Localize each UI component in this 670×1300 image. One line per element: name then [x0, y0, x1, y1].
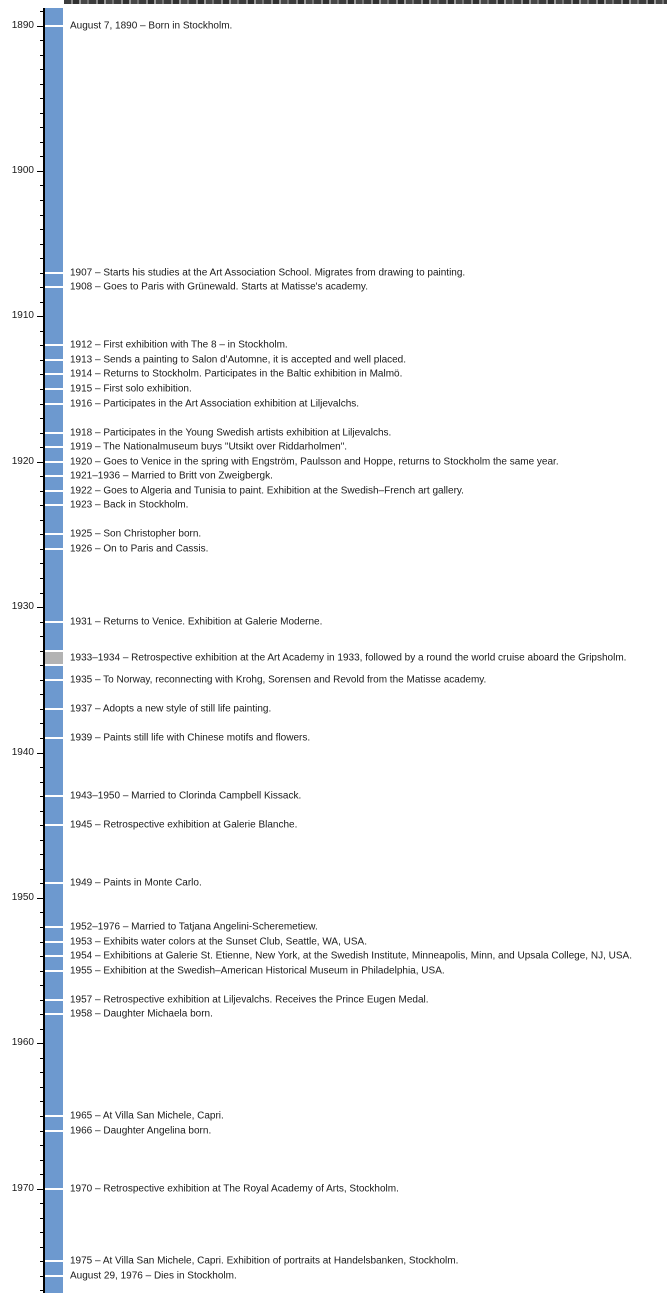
axis-tick-minor: [40, 534, 44, 535]
axis-tick-minor: [40, 244, 44, 245]
event-label: 1957 – Retrospective exhibition at Liljevalchs. Receives the Prince Eugen Medal.: [70, 994, 429, 1006]
axis-tick-minor: [40, 215, 44, 216]
axis-year-label: 1920: [11, 455, 34, 467]
axis-tick-minor: [40, 287, 44, 288]
event-mark: [45, 548, 63, 550]
event-label: 1908 – Goes to Paris with Grünewald. Starts at Matisse's academy.: [70, 281, 368, 293]
event-label: 1945 – Retrospective exhibition at Galerie Blanche.: [70, 819, 298, 831]
axis-year-label: 1890: [11, 19, 34, 31]
axis-tick-minor: [40, 680, 44, 681]
axis-tick-minor: [40, 185, 44, 186]
event-mark: [45, 490, 63, 492]
axis-tick-minor: [40, 1145, 44, 1146]
axis-tick-minor: [40, 665, 44, 666]
event-label: 1920 – Goes to Venice in the spring with Engström, Paulsson and Hoppe, returns to Stockholm the same year.: [70, 456, 559, 468]
axis-tick-minor: [40, 433, 44, 434]
axis-tick-minor: [40, 98, 44, 99]
axis-tick-major: [37, 1043, 44, 1044]
event-mark: [45, 344, 63, 346]
axis-tick-major: [37, 607, 44, 608]
axis-tick-minor: [40, 55, 44, 56]
event-mark: [45, 461, 63, 463]
event-label: 1975 – At Villa San Michele, Capri. Exhibition of portraits at Handelsbanken, Stockholm.: [70, 1255, 459, 1267]
event-label: August 29, 1976 – Dies in Stockholm.: [70, 1270, 237, 1282]
event-mark: [45, 286, 63, 288]
event-label: 1935 – To Norway, reconnecting with Krohg, Sorensen and Revold from the Matisse academy.: [70, 674, 487, 686]
event-label: 1919 – The Nationalmuseum buys "Utsikt over Riddarholmen".: [70, 441, 348, 453]
axis-tick-minor: [40, 1131, 44, 1132]
axis-tick-minor: [40, 1174, 44, 1175]
event-mark: [45, 941, 63, 943]
axis-tick-minor: [40, 622, 44, 623]
event-label: 1923 – Back in Stockholm.: [70, 499, 189, 511]
axis-tick-major: [37, 462, 44, 463]
clipped-top-text-strip: [64, 0, 667, 4]
axis-tick-minor: [40, 636, 44, 637]
axis-tick-minor: [40, 651, 44, 652]
axis-tick-minor: [40, 1029, 44, 1030]
event-mark: [45, 475, 63, 477]
event-label: 1914 – Returns to Stockholm. Participates in the Baltic exhibition in Malmö.: [70, 368, 403, 380]
event-label: 1915 – First solo exhibition.: [70, 383, 192, 395]
event-label: 1926 – On to Paris and Cassis.: [70, 543, 209, 555]
event-mark: [45, 388, 63, 390]
event-mark: [45, 679, 63, 681]
axis-tick-minor: [40, 840, 44, 841]
event-mark: [45, 403, 63, 405]
axis-tick-minor: [40, 491, 44, 492]
event-mark: [45, 1260, 63, 1262]
axis-tick-minor: [40, 1101, 44, 1102]
axis-tick-minor: [40, 578, 44, 579]
axis-year-label: 1970: [11, 1182, 34, 1194]
axis-tick-minor: [40, 738, 44, 739]
axis-tick-minor: [40, 200, 44, 201]
event-label: 1937 – Adopts a new style of still life painting.: [70, 703, 272, 715]
axis-tick-minor: [40, 825, 44, 826]
event-mark: [45, 1115, 63, 1117]
axis-tick-minor: [40, 563, 44, 564]
axis-tick-minor: [40, 1261, 44, 1262]
event-label: 1965 – At Villa San Michele, Capri.: [70, 1110, 224, 1122]
event-mark: [45, 708, 63, 710]
axis-tick-minor: [40, 549, 44, 550]
event-mark: [45, 970, 63, 972]
event-mark: [45, 1130, 63, 1132]
axis-tick-minor: [40, 69, 44, 70]
axis-tick-minor: [40, 723, 44, 724]
axis-tick-minor: [40, 418, 44, 419]
axis-year-label: 1930: [11, 601, 34, 613]
axis-tick-minor: [40, 796, 44, 797]
axis-tick-minor: [40, 404, 44, 405]
event-mark: [45, 926, 63, 928]
event-mark: [45, 955, 63, 957]
event-mark: [45, 446, 63, 448]
event-mark: [45, 621, 63, 623]
axis-tick-minor: [40, 956, 44, 957]
event-label: 1953 – Exhibits water colors at the Sunset Club, Seattle, WA, USA.: [70, 936, 367, 948]
axis-tick-minor: [40, 302, 44, 303]
axis-tick-minor: [40, 1160, 44, 1161]
event-label: 1952–1976 – Married to Tatjana Angelini-Scheremetiew.: [70, 921, 318, 933]
event-mark: [45, 25, 63, 27]
axis-tick-minor: [40, 476, 44, 477]
axis-tick-minor: [40, 1116, 44, 1117]
axis-tick-minor: [40, 1087, 44, 1088]
event-label: 1931 – Returns to Venice. Exhibition at Galerie Moderne.: [70, 616, 323, 628]
axis-tick-major: [37, 26, 44, 27]
axis-tick-minor: [40, 345, 44, 346]
axis-tick-minor: [40, 1058, 44, 1059]
axis-tick-minor: [40, 942, 44, 943]
axis-tick-minor: [40, 1203, 44, 1204]
axis-tick-minor: [40, 767, 44, 768]
axis-tick-minor: [40, 1000, 44, 1001]
axis-tick-minor: [40, 709, 44, 710]
timeline-interval-block: [45, 651, 63, 666]
axis-tick-minor: [40, 389, 44, 390]
event-mark: [45, 504, 63, 506]
event-mark: [45, 432, 63, 434]
event-label: 1966 – Daughter Angelina born.: [70, 1125, 212, 1137]
axis-tick-minor: [40, 694, 44, 695]
event-label: 1943–1950 – Married to Clorinda Campbell Kissack.: [70, 790, 302, 802]
axis-tick-minor: [40, 84, 44, 85]
axis-tick-minor: [40, 331, 44, 332]
event-mark: [45, 359, 63, 361]
axis-tick-minor: [40, 811, 44, 812]
axis-tick-major: [37, 316, 44, 317]
event-mark: [45, 533, 63, 535]
event-label: 1958 – Daughter Michaela born.: [70, 1008, 213, 1020]
event-mark: [45, 999, 63, 1001]
axis-year-label: 1900: [11, 164, 34, 176]
axis-tick-minor: [40, 869, 44, 870]
axis-tick-minor: [40, 1218, 44, 1219]
event-mark: [45, 1013, 63, 1015]
axis-tick-minor: [40, 971, 44, 972]
event-label: 1922 – Goes to Algeria and Tunisia to paint. Exhibition at the Swedish–French art gallery.: [70, 485, 464, 497]
axis-tick-minor: [40, 593, 44, 594]
event-label: August 7, 1890 – Born in Stockholm.: [70, 20, 233, 31]
axis-tick-minor: [40, 142, 44, 143]
event-mark: [45, 373, 63, 375]
axis-tick-minor: [40, 782, 44, 783]
event-label: 1916 – Participates in the Art Association exhibition at Liljevalchs.: [70, 398, 360, 410]
axis-tick-major: [37, 753, 44, 754]
axis-year-label: 1940: [11, 746, 34, 758]
event-label: 1939 – Paints still life with Chinese motifs and flowers.: [70, 732, 311, 744]
event-mark: [45, 824, 63, 826]
event-label: 1933–1934 – Retrospective exhibition at the Art Academy in 1933, followed by a round the world cruise aboard the Gripsholm.: [70, 652, 627, 664]
event-label: 1907 – Starts his studies at the Art Association School. Migrates from drawing to painting.: [70, 267, 466, 279]
axis-tick-major: [37, 171, 44, 172]
event-label: 1912 – First exhibition with The 8 – in Stockholm.: [70, 339, 288, 351]
event-mark: [45, 272, 63, 274]
event-label: 1949 – Paints in Monte Carlo.: [70, 877, 202, 889]
axis-tick-minor: [40, 11, 44, 12]
axis-tick-minor: [40, 447, 44, 448]
event-mark: [45, 664, 63, 666]
axis-tick-minor: [40, 1232, 44, 1233]
axis-tick-minor: [40, 374, 44, 375]
axis-year-label: 1960: [11, 1037, 34, 1049]
axis-tick-minor: [40, 505, 44, 506]
event-label: 1913 – Sends a painting to Salon d'Automne, it is accepted and well placed.: [70, 354, 407, 366]
axis-tick-minor: [40, 40, 44, 41]
axis-tick-minor: [40, 1276, 44, 1277]
event-label: 1954 – Exhibitions at Galerie St. Etienne, New York, at the Swedish Institute, Minneapolis, Minn, and Upsala College, NJ, USA.: [70, 950, 632, 962]
axis-tick-minor: [40, 127, 44, 128]
event-label: 1918 – Participates in the Young Swedish artists exhibition at Liljevalchs.: [70, 427, 392, 439]
event-label: 1955 – Exhibition at the Swedish–American Historical Museum in Philadelphia, USA.: [70, 965, 445, 977]
axis-tick-minor: [40, 360, 44, 361]
event-mark: [45, 650, 63, 652]
axis-tick-minor: [40, 883, 44, 884]
event-label: 1921–1936 – Married to Britt von Zweigbergk.: [70, 470, 273, 482]
event-mark: [45, 1188, 63, 1190]
axis-tick-minor: [40, 229, 44, 230]
axis-tick-minor: [40, 1247, 44, 1248]
event-mark: [45, 1275, 63, 1277]
axis-tick-minor: [40, 520, 44, 521]
axis-tick-minor: [40, 912, 44, 913]
axis-tick-minor: [40, 258, 44, 259]
axis-tick-minor: [40, 854, 44, 855]
axis-tick-minor: [40, 273, 44, 274]
axis-tick-minor: [40, 1072, 44, 1073]
event-mark: [45, 737, 63, 739]
axis-tick-minor: [40, 156, 44, 157]
axis-tick-major: [37, 898, 44, 899]
event-label: 1970 – Retrospective exhibition at The Royal Academy of Arts, Stockholm.: [70, 1183, 399, 1195]
axis-tick-minor: [40, 985, 44, 986]
event-mark: [45, 882, 63, 884]
axis-tick-minor: [40, 113, 44, 114]
axis-tick-minor: [40, 1014, 44, 1015]
axis-tick-major: [37, 1189, 44, 1190]
axis-year-label: 1950: [11, 891, 34, 903]
axis-tick-minor: [40, 927, 44, 928]
axis-tick-minor: [40, 1290, 44, 1291]
event-mark: [45, 795, 63, 797]
event-label: 1925 – Son Christopher born.: [70, 528, 202, 540]
axis-year-label: 1910: [11, 310, 34, 322]
